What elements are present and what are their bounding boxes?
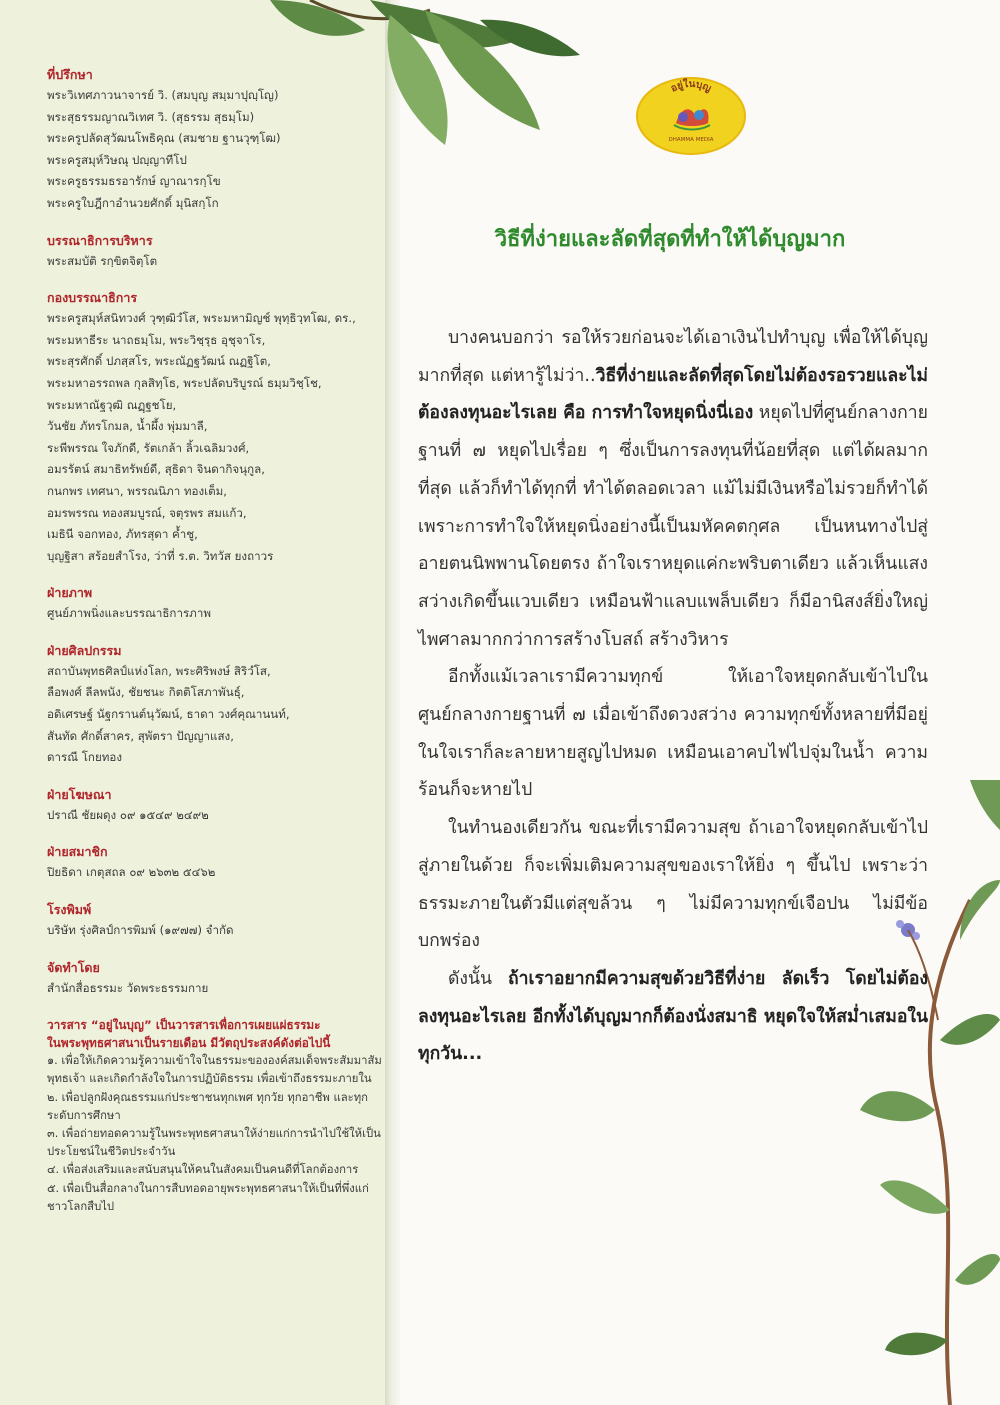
- credit-line: พระมหาอรรถพล กุลสิทฺโธ, พระปลัดบริบูรณ์ ธมฺมวิชฺโช,: [47, 375, 322, 390]
- credit-line: พระมหาธีระ นาถธมฺโม, พระวิชฺรุธ อุชุจาโร,: [47, 332, 266, 347]
- credit-line: พระมหาณัฐวุฒิ ณฏฺฐชโย,: [47, 397, 177, 412]
- article-title: วิธีที่ง่ายและลัดที่สุดที่ทำให้ได้บุญมาก: [494, 227, 846, 252]
- credit-line: ปราณี ชัยผดุง ๐๙ ๑๕๔๙ ๒๔๙๒: [47, 807, 209, 822]
- credit-line: พระครูใบฎีกาอำนวยศักดิ์ มุนิสกฺโก: [47, 195, 219, 210]
- mission-item: ๕. เพื่อเป็นสื่อกลางในการสืบทอดอายุพระพุทธศาสนาให้เป็นที่พึ่งแก่ชาวโลกสืบไป: [47, 1181, 369, 1213]
- column-divider: [385, 0, 400, 1405]
- credit-line: สำนักสื่อธรรมะ วัดพระธรรมกาย: [47, 980, 209, 995]
- logo-title: อยู่ในบุญ: [669, 78, 713, 95]
- credit-line: ศูนย์ภาพนิ่งและบรรณาธิการภาพ: [47, 606, 211, 621]
- mission-item: ๓. เพื่อถ่ายทอดความรู้ในพระพุทธศาสนาให้ง่ายแก่การนำไปใช้ให้เป็นประโยชน์ในชีวิตประจำวัน: [47, 1127, 381, 1159]
- credit-line: อมรพรรณ ทองสมบูรณ์, จตุรพร สมแก้ว,: [47, 505, 247, 520]
- credits-section: [47, 843, 382, 884]
- article-paragraph: ในทำนองเดียวกัน ขณะที่เรามีความสุข ถ้าเอาใจหยุดกลับเข้าไปสู่ภายในด้วย ก็จะเพิ่มเติมความสุขของเราให้ยิ่ง ๆ ขึ้นไป เพราะว่าธรรมะภายในตัวมีแต่สุขล้วน ๆ ไม่มีความทุกข์เจือปน ไม่มีข้อบกพร่อง: [418, 818, 928, 952]
- credit-line: กนกพร เทศนา, พรรณนิภา ทองเต็ม,: [47, 483, 227, 498]
- mission-title-line: ในพระพุทธศาสนาเป็นรายเดือน มีวัตถุประสงค์ดังต่อไปนี้: [47, 1036, 331, 1051]
- mission-statement: [47, 1016, 382, 1216]
- section-title: บรรณาธิการบริหาร: [47, 232, 153, 248]
- credits-list: [47, 66, 382, 1216]
- logo-subtext: DHAMMA MEDIA: [668, 137, 714, 143]
- credits-section: [47, 786, 382, 827]
- credit-line: พระครูปลัดสุวัฒนโพธิคุณ (สมชาย ฐานวุฑฺโฒ): [47, 131, 281, 146]
- paragraph-text: บางคนบอกว่า รอให้รวยก่อนจะได้เอาเงินไปทำบุญ เพื่อให้ได้บุญมากที่สุด แต่หารู้ไม่ว่า..: [418, 328, 928, 386]
- section-title: กองบรรณาธิการ: [47, 290, 138, 306]
- credit-line: อมรรัตน์ สมาธิทรัพย์ดี, สุธิดา จินดากิจนุกูล,: [47, 462, 265, 477]
- mission-title-line: วารสาร “อยู่ในบุญ” เป็นวารสารเพื่อการเผยแผ่ธรรมะ: [47, 1018, 321, 1033]
- section-title: ฝ่ายสมาชิก: [47, 844, 108, 860]
- credit-line: ปิยธิดา เกตุสถล ๐๙ ๒๖๓๒ ๕๔๖๒: [47, 865, 216, 880]
- credit-line: พระสุธรรมญาณวิเทศ วิ. (สุธรรม สุธมฺโม): [47, 109, 255, 124]
- emphasis-text: วิธีที่ง่ายและลัดที่สุดโดยไม่ต้องรอรวยและไม่ต้องลงทุนอะไรเลย คือ การทำใจหยุดนิ่งนี่เอง: [418, 365, 928, 424]
- credit-line: วันชัย ภัทรโกมล, น้ำผึ้ง พุ่มมาลี,: [47, 419, 208, 434]
- credit-line: พระสมบัติ รกฺขิตจิตฺโต: [47, 253, 158, 268]
- credit-line: ระพีพรรณ ใจภักดี, รัตเกล้า ลิ้วเฉลิมวงศ์,: [47, 440, 250, 455]
- article-paragraph: [418, 961, 928, 1074]
- credits-section: [47, 642, 382, 769]
- credit-line: พระวิเทศภาวนาจารย์ วิ. (สมบุญ สมฺมาปุญฺโญ): [47, 88, 279, 102]
- credit-line: บุญฐิสา สร้อยสำโรง, ว่าที่ ร.ต. วิทวัส ยงถาวร: [47, 548, 274, 563]
- credit-line: พระสุรศักดิ์ ปภสฺสโร, พระณัฏฐวัฒน์ ณฏฐิโต,: [47, 354, 271, 369]
- credits-section: [47, 901, 382, 942]
- credit-line: ดารณี โกยทอง: [47, 750, 123, 765]
- article-body: [418, 320, 928, 1074]
- section-title: โรงพิมพ์: [47, 902, 92, 918]
- mission-item: ๔. เพื่อส่งเสริมและสนับสนุนให้คนในสังคมเป็นคนดีที่โลกต้องการ: [47, 1163, 359, 1177]
- paragraph-text: หยุดไปที่ศูนย์กลางกายฐานที่ ๗ หยุดไปเรื่อย ๆ ซึ่งเป็นการลงทุนที่น้อยที่สุด แต่ได้ผลมากที่สุด แล้วก็ทำได้ทุกที่ ทำได้ตลอดเวลา แม้ไม่มีเงินหรือไม่รวยก็ทำได้ เพราะการทำใจให้หยุดนิ่งอย่างนี้เป็นมหัคคตกุศล เป็นหนทางไปสู่อายตนนิพพานโดยตรง ถ้าใจเราหยุดแค่กะพริบตาเดียว แล้วเห็นแสงสว่างเกิดขึ้นแวบเดียว เหมือนฟ้าแลบแพล็บเดียว ก็มีอานิสงส์ยิ่งใหญ่ไพศาลมากกว่าการสร้างโบสถ์ สร้างวิหาร: [418, 403, 928, 650]
- credit-line: พระครูสมุห์วิษณุ ปญฺญาทีโป: [47, 152, 187, 167]
- emphasis-text: ถ้าเราอยากมีความสุขด้วยวิธีที่ง่าย ลัดเร็ว โดยไม่ต้องลงทุนอะไรเลย อีกทั้งได้บุญมากก็ต้องนั่งสมาธิ หยุดใจให้สม่ำเสมอในทุกวัน...: [418, 968, 928, 1065]
- article-paragraph: [418, 320, 928, 659]
- article-paragraph: อีกทั้งแม้เวลาเรามีความทุกข์ ให้เอาใจหยุดกลับเข้าไปในศูนย์กลางกายฐานที่ ๗ เมื่อเข้าถึงดวงสว่าง ความทุกข์ทั้งหลายที่มีอยู่ในใจเราก็ละลายหายสูญไปหมด เหมือนเอาคบไฟไปจุ่มในน้ำ ความร้อนก็จะหายไป: [418, 667, 928, 801]
- paragraph-text: ดังนั้น: [448, 968, 508, 989]
- credit-line: สันทัด ศักดิ์สาคร, สุพัตรา ปัญญาแสง,: [47, 728, 234, 743]
- credit-line: บริษัท รุ่งศิลป์การพิมพ์ (๑๙๗๗) จำกัด: [47, 923, 234, 938]
- credit-line: พระครูธรรมธรอารักษ์ ญาณารกฺโข: [47, 174, 221, 189]
- section-title: ฝ่ายภาพ: [47, 585, 93, 601]
- credit-line: สถาบันพุทธศิลป์แห่งโลก, พระศิริพงษ์ สิริวํโส,: [47, 663, 271, 678]
- credit-line: พระครูสมุห์สนิทวงศ์ วุฑฺฒิวํโส, พระมหามิญช์ พุทฺธิวฺทโฒ, ดร.,: [47, 311, 356, 326]
- credits-section: [47, 584, 382, 625]
- credits-section: [47, 959, 382, 1000]
- credit-line: อดิเศรษฐ์ นัฐกรานต์นุวัฒน์, ธาดา วงศ์คุณานนท์,: [47, 707, 290, 722]
- mission-item: ๒. เพื่อปลูกฝังคุณธรรมแก่ประชาชนทุกเพศ ทุกวัย ทุกอาชีพ และทุกระดับการศึกษา: [47, 1090, 369, 1122]
- credit-line: เมธินี จอกทอง, ภัทรสุดา ค้ำชู,: [47, 527, 198, 542]
- mission-item: ๑. เพื่อให้เกิดความรู้ความเข้าใจในธรรมะขององค์สมเด็จพระสัมมาสัมพุทธเจ้า และเกิดกำลังใจในการปฏิบัติธรรม เพื่อเข้าถึงธรรมะภายใน: [47, 1054, 382, 1086]
- section-title: ที่ปรึกษา: [47, 67, 93, 82]
- section-title: ฝ่ายศิลปกรรม: [47, 642, 122, 658]
- section-title: ฝ่ายโฆษณา: [47, 786, 112, 802]
- credits-section: [47, 289, 382, 567]
- section-title: จัดทำโดย: [47, 959, 100, 975]
- credits-section: [47, 66, 382, 215]
- credits-section: [47, 232, 382, 273]
- magazine-logo: [636, 77, 746, 155]
- credit-line: ลือพงศ์ ลีลพนัง, ชัยชนะ กิตติโสภาพันธุ์,: [47, 685, 245, 700]
